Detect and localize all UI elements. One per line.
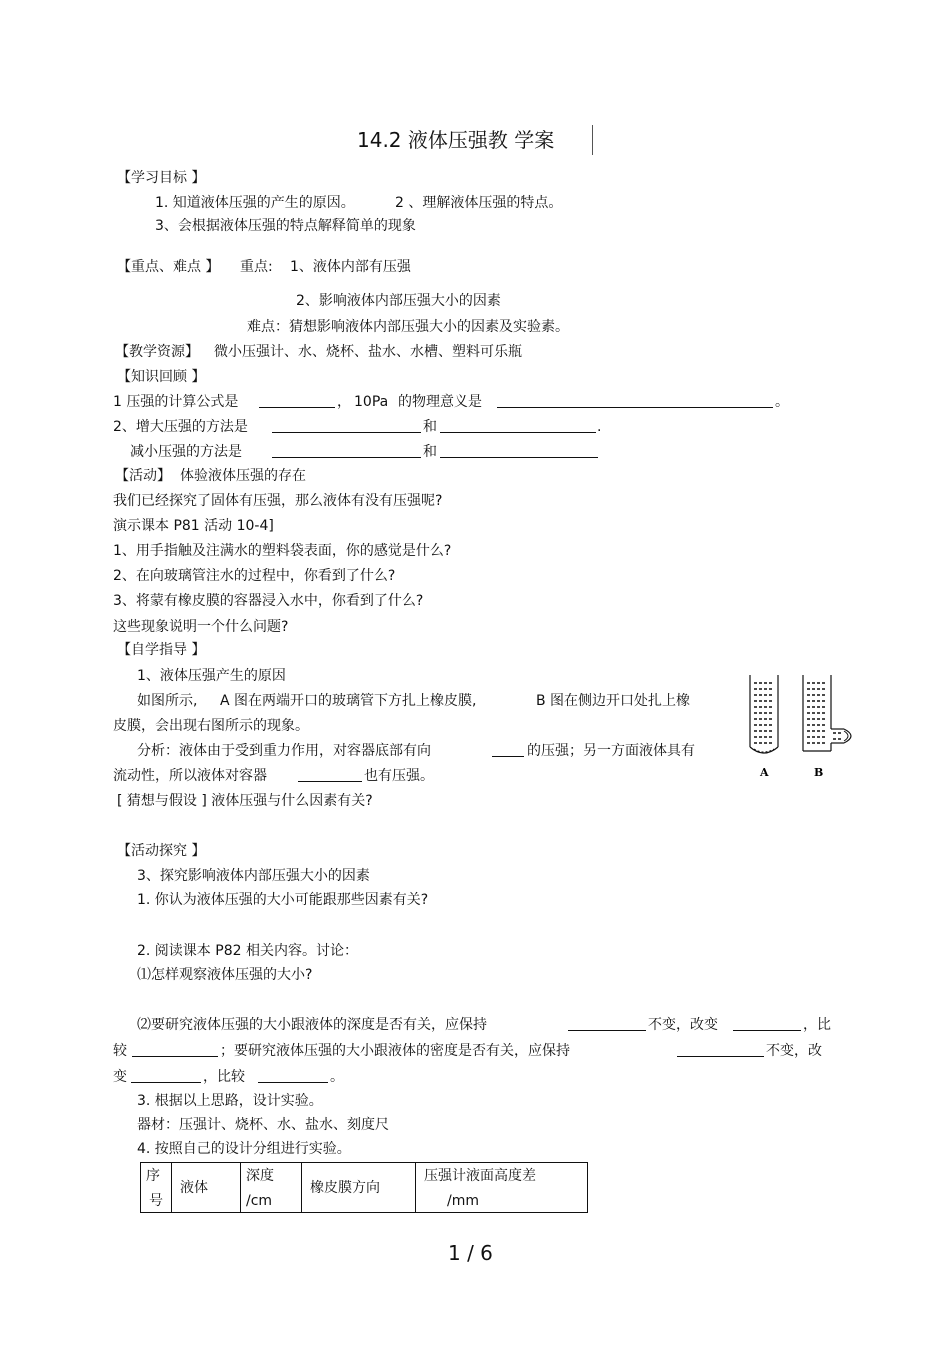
selfstudy-p1c: B 图在侧边开口处扎上橡	[536, 693, 691, 709]
selfstudy-p4a: 流动性，所以液体对容器	[113, 768, 267, 784]
explore-q2b-5: ；要研究液体压强的大小跟液体的密度是否有关，应保持	[220, 1043, 570, 1059]
resources-header: 【教学资源】	[115, 344, 199, 360]
activity-demo: 演示课本 P81 活动 10-4]	[113, 518, 274, 534]
tube-a-membrane	[750, 747, 778, 753]
tube-a-liquid	[754, 683, 774, 743]
selfstudy-header: 【自学指导 】	[117, 642, 206, 658]
goal-1: 1. 知道液体压强的产生的原因。	[155, 195, 355, 211]
explore-q2b-3: ，比	[803, 1017, 831, 1033]
figure-label-b: B	[814, 766, 824, 779]
title-divider	[592, 125, 593, 155]
equipment: 器材：压强计、烧杯、水、盐水、刻度尺	[137, 1117, 389, 1133]
activity-title: 体验液体压强的存在	[180, 468, 306, 484]
review-q2-and: 和	[423, 419, 437, 435]
blank-compare-1[interactable]	[132, 1042, 218, 1057]
selfstudy-sub1: 1、液体压强产生的原因	[137, 668, 286, 684]
review-q1-label: 1 压强的计算公式是	[113, 394, 239, 410]
explore-q2b-6: 不变，改	[766, 1043, 822, 1059]
explore-q3: 3. 根据以上思路，设计实验。	[137, 1093, 323, 1109]
activity-header: 【活动】	[115, 468, 171, 484]
col-depth: 深度 /cm	[241, 1163, 302, 1213]
explore-q2a: ⑴怎样观察液体压强的大小?	[137, 967, 313, 983]
explore-sub3: 3、探究影响液体内部压强大小的因素	[137, 868, 370, 884]
activity-q3: 3、将蒙有橡皮膜的容器浸入水中，你看到了什么?	[113, 593, 424, 609]
goal-2: 2 、理解液体压强的特点。	[395, 195, 563, 211]
review-q3-and: 和	[423, 444, 437, 460]
review-q1-end: 。	[775, 394, 789, 410]
blank-formula[interactable]	[259, 393, 335, 408]
explore-q2b-1: ⑵要研究液体压强的大小跟液体的深度是否有关，应保持	[137, 1017, 487, 1033]
blank-keep-1[interactable]	[568, 1016, 646, 1031]
selfstudy-p1a: 如图所示,	[137, 693, 198, 709]
activity-q1: 1、用手指触及注满水的塑料袋表面，你的感觉是什么?	[113, 543, 452, 559]
key-point-2: 2、影响液体内部压强大小的因素	[296, 293, 501, 309]
col-membrane-direction: 橡皮膜方向	[302, 1163, 416, 1213]
blank-compare-2[interactable]	[258, 1068, 328, 1083]
activity-q4: 这些现象说明一个什么问题?	[113, 619, 289, 635]
figure-label-a: A	[760, 766, 769, 779]
goals-header: 【学习目标 】	[117, 170, 206, 186]
blank-increase-2[interactable]	[440, 418, 596, 433]
explore-q2: 2. 阅读课本 P82 相关内容。讨论：	[137, 943, 358, 959]
review-q2-end: .	[597, 419, 602, 435]
review-q3-label: 减小压强的方法是	[130, 444, 242, 460]
selfstudy-p2: 皮膜，会出现右图所示的现象。	[113, 718, 309, 734]
blank-decrease-1[interactable]	[272, 443, 421, 458]
review-q1-meaning: 的物理意义是	[398, 394, 482, 410]
activity-q2: 2、在向玻璃管注水的过程中，你看到了什么?	[113, 568, 396, 584]
resources-items: 微小压强计、水、烧杯、盐水、水槽、塑料可乐瓶	[214, 344, 522, 360]
experiment-table	[140, 1162, 588, 1213]
selfstudy-p4b: 也有压强。	[364, 768, 434, 784]
explore-q2b-9: 。	[330, 1069, 344, 1085]
col-liquid: 液体	[172, 1163, 241, 1213]
tube-figure	[740, 673, 865, 783]
blank-container[interactable]	[298, 767, 362, 782]
key-point-1: 1、液体内部有压强	[290, 259, 411, 275]
explore-q2b-8: ，比较	[203, 1069, 245, 1085]
blank-meaning[interactable]	[497, 393, 773, 408]
blank-increase-1[interactable]	[272, 418, 421, 433]
selfstudy-p3a: 分析：液体由于受到重力作用，对容器底部有向	[137, 743, 431, 759]
blank-change-1[interactable]	[733, 1016, 801, 1031]
difficulty: 难点：猜想影响液体内部压强大小的因素及实验素。	[247, 319, 569, 335]
blank-direction[interactable]	[492, 742, 524, 757]
blank-change-2[interactable]	[131, 1068, 201, 1083]
goal-3: 3、会根据液体压强的特点解释简单的现象	[155, 218, 416, 234]
blank-decrease-2[interactable]	[440, 443, 598, 458]
explore-q2b-2: 不变，改变	[648, 1017, 718, 1033]
blank-keep-2[interactable]	[677, 1042, 764, 1057]
review-q1-comma: ，	[337, 394, 351, 410]
review-q1-value: 10Pa	[354, 394, 389, 410]
page-title: 14.2 液体压强教 学案	[357, 128, 555, 152]
explore-header: 【活动探究 】	[117, 843, 206, 859]
explore-q4: 4. 按照自己的设计分组进行实验。	[137, 1141, 351, 1157]
key-label: 重点:	[240, 259, 273, 275]
guess-line: [ 猜想与假设 ] 液体压强与什么因素有关?	[117, 793, 373, 809]
page-number: 1 / 6	[448, 1241, 493, 1265]
selfstudy-p1b: A 图在两端开口的玻璃管下方扎上橡皮膜,	[220, 693, 477, 709]
col-height-diff: 压强计液面高度差 /mm	[416, 1163, 588, 1213]
explore-q1: 1. 你认为液体压强的大小可能跟那些因素有关?	[137, 892, 429, 908]
explore-q2b-4: 较	[113, 1043, 127, 1059]
key-header: 【重点、难点 】	[117, 259, 220, 275]
activity-intro: 我们已经探究了固体有压强，那么液体有没有压强呢?	[113, 493, 443, 509]
table-header-row	[141, 1163, 588, 1213]
explore-q2b-7: 变	[113, 1069, 127, 1085]
tube-b-liquid	[807, 683, 842, 743]
review-q2-label: 2、增大压强的方法是	[113, 419, 248, 435]
review-header: 【知识回顾 】	[117, 369, 206, 385]
selfstudy-p3b: 的压强；另一方面液体具有	[527, 743, 695, 759]
col-number: 序 号	[141, 1163, 172, 1213]
